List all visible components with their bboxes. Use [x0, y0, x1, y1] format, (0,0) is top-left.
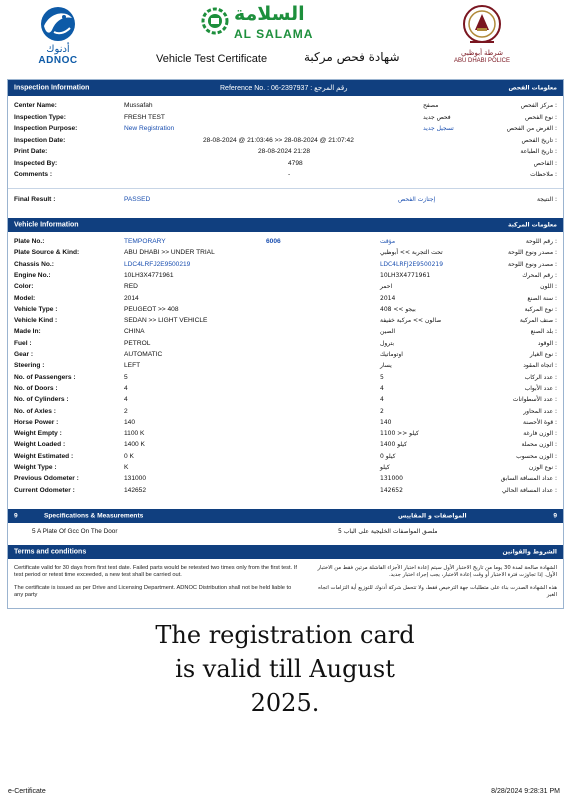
row-value-arabic: تسجيل جديد — [423, 125, 454, 132]
inspection-section-title: Inspection Information — [14, 84, 90, 92]
terms-paragraph-liability-arabic: هذه الشهادة الصدرت بناء على متطلبات جهة الترخيص فقط، ولا تتحمل شركة أدنوك للتوزيع أية التزامات اتجاه الغير — [318, 585, 557, 598]
document-title-arabic: شهادة فحص مركبة — [304, 50, 400, 64]
note-line-2: is valid till August — [175, 655, 395, 683]
row-value: SEDAN >> LIGHT VEHICLE — [124, 317, 208, 325]
row-label: Gear : — [14, 351, 34, 358]
table-row — [8, 270, 563, 281]
vehicle-section-header — [8, 218, 563, 232]
row-value-arabic: تحت التجربة >> أبوظبي — [380, 249, 443, 257]
row-label-arabic: الوزن فارغة : — [523, 430, 557, 438]
row-value-arabic: LDC4LRFJ2E9500219 — [380, 260, 444, 268]
row-label-arabic: صنف المركبة : — [519, 317, 557, 325]
specification-item-text-arabic: 5 ملصق المواصفات الخليجية على الباب — [338, 528, 438, 535]
row-label: Steering : — [14, 362, 45, 370]
page-footer — [0, 786, 570, 800]
row-label-arabic: مركز الفحص : — [520, 102, 557, 109]
row-label: Vehicle Kind : — [14, 317, 58, 325]
row-label-arabic: سنة الصنع : — [527, 294, 557, 302]
row-label-arabic: عدد الركاب : — [524, 373, 557, 381]
inspection-section-title-arabic: معلومات الفحص — [508, 84, 557, 92]
row-value: 142652 — [124, 486, 147, 494]
final-result-row — [8, 194, 563, 205]
note-line-1: The registration card — [155, 621, 415, 649]
row-label-arabic: عداد المسافة السابق : — [500, 475, 557, 483]
row-label: Model: — [14, 294, 36, 302]
row-label-arabic: الوزن محملة : — [521, 441, 557, 449]
row-value: 4798 — [288, 159, 303, 167]
note-line-3: 2025. — [250, 689, 320, 717]
row-label-arabic: تاريخ الفحص : — [521, 136, 557, 144]
row-value-arabic: كيلو — [380, 464, 390, 471]
table-row — [8, 158, 563, 169]
final-result-value: PASSED — [124, 196, 151, 203]
row-value: 5 — [124, 373, 128, 381]
row-label: Center Name: — [14, 102, 57, 109]
table-row — [8, 100, 563, 111]
adnoc-falcon-icon — [40, 4, 76, 44]
row-value-arabic: احمر — [380, 283, 393, 291]
police-arabic-name: شرطة أبوظبي — [460, 50, 504, 57]
table-row — [8, 485, 563, 496]
row-value: 28-08-2024 21:28 — [258, 148, 311, 155]
row-label-arabic: بلد الصنع : — [530, 328, 557, 336]
row-label: Inspection Type: — [14, 113, 66, 121]
row-label-arabic: نوع الغيار : — [529, 351, 557, 358]
plate-code: 6006 — [266, 238, 281, 245]
row-value-arabic: 0 كيلو — [380, 452, 396, 460]
table-row — [8, 473, 563, 484]
row-value-arabic: اوتوماتيك — [380, 351, 403, 358]
row-value: 140 — [124, 418, 136, 426]
row-label: Inspected By: — [14, 159, 58, 167]
certificate-header — [0, 0, 570, 76]
row-label-arabic: اتجاه المقود : — [523, 362, 557, 370]
row-label: Vehicle Type : — [14, 305, 58, 313]
terms-body — [8, 563, 563, 608]
row-label: Weight Estimated : — [14, 452, 74, 460]
row-label: Weight Type : — [14, 464, 57, 471]
row-label: Plate No.: — [14, 238, 45, 245]
table-row — [8, 338, 563, 349]
table-row — [8, 349, 563, 360]
police-crest-icon — [462, 2, 502, 50]
gear-emblem-icon — [200, 5, 230, 41]
row-label: No. of Axles : — [14, 407, 56, 415]
row-label-arabic: الوزن محسوب : — [516, 452, 557, 460]
table-row — [8, 315, 563, 326]
row-value-arabic: 2 — [380, 407, 384, 415]
terms-header — [8, 545, 563, 559]
table-row — [8, 360, 563, 371]
row-label-arabic: نوع الوزن : — [528, 464, 557, 471]
table-row — [8, 406, 563, 417]
row-value: CHINA — [124, 328, 145, 336]
al-salama-wordmark: AL SALAMA — [234, 27, 314, 41]
row-label-arabic: تاريخ الطباعة : — [520, 148, 557, 155]
row-label-arabic: مصدر ونوع اللوحة : — [508, 249, 557, 257]
row-label: Print Date: — [14, 148, 48, 155]
row-label: Horse Power : — [14, 418, 59, 426]
row-label-arabic: اللون : — [540, 283, 557, 291]
al-salama-arabic-wordmark: السلامة — [234, 3, 305, 25]
row-label-arabic: عدد الأبواب : — [524, 384, 557, 392]
row-label-arabic: رقم المحرك : — [522, 271, 557, 279]
row-value-arabic: 4 — [380, 384, 384, 392]
row-value-arabic: 142652 — [380, 486, 403, 494]
row-label: Inspection Purpose: — [14, 125, 78, 132]
adnoc-wordmark: ADNOC — [38, 55, 78, 66]
row-value: 28-08-2024 @ 21:03:46 >> 28-08-2024 @ 21:07:42 — [203, 136, 354, 144]
row-label-arabic: الفاحص : — [533, 159, 557, 167]
row-label-arabic: الوقود : — [537, 339, 557, 347]
abu-dhabi-police-logo — [452, 2, 512, 74]
row-value-arabic: فحص جديد — [423, 113, 451, 121]
table-row — [8, 462, 563, 473]
specifications-title-arabic: المواصفات و المقاييس — [398, 512, 467, 520]
row-value: AUTOMATIC — [124, 351, 163, 358]
table-row — [8, 281, 563, 292]
specification-item — [8, 526, 563, 537]
police-english-name: ABU DHABI POLICE — [453, 58, 510, 64]
row-value-arabic: 5 — [380, 373, 384, 381]
row-value: 1400 K — [124, 441, 145, 449]
row-value: PEUGEOT >> 408 — [124, 305, 179, 313]
row-label: Weight Loaded : — [14, 441, 66, 449]
specification-item-text: 5 A Plate Of Gcc On The Door — [32, 528, 118, 535]
row-label: Made In: — [14, 328, 41, 336]
table-row — [8, 112, 563, 123]
row-label-arabic: مصدر ونوع اللوحة : — [508, 260, 557, 268]
row-value: New Registration — [124, 125, 175, 132]
table-row — [8, 417, 563, 428]
row-value-arabic: 2014 — [380, 294, 396, 302]
vehicle-section-title-arabic: معلومات المركبة — [507, 221, 557, 229]
row-value: ABU DHABI >> UNDER TRIAL — [124, 249, 215, 257]
row-label-arabic: رقم اللوحة : — [525, 238, 557, 245]
row-label: No. of Passengers : — [14, 373, 76, 381]
table-row — [8, 326, 563, 337]
row-label: Weight Empty : — [14, 430, 62, 438]
row-label: Plate Source & Kind: — [14, 249, 80, 257]
row-value-arabic: الصين — [380, 328, 396, 336]
row-value-arabic: يسار — [380, 362, 392, 370]
row-label-arabic: عدد المحاور : — [523, 407, 557, 415]
row-label: Color: — [14, 283, 34, 291]
table-row — [8, 169, 563, 180]
reference-number: Reference No. : 06-2397937 : رقم المرجع — [220, 85, 348, 92]
row-label: Engine No.: — [14, 271, 51, 279]
table-row — [8, 259, 563, 270]
table-row — [8, 394, 563, 405]
row-label-arabic: ملاحظات : — [530, 171, 557, 178]
row-label-arabic: عدد الأسطوانات : — [512, 396, 557, 404]
specifications-count: 9 — [14, 512, 18, 520]
vehicle-section-title: Vehicle Information — [14, 221, 79, 229]
row-label: Chassis No.: — [14, 260, 54, 268]
table-row — [8, 383, 563, 394]
table-row — [8, 304, 563, 315]
row-value-arabic: بترول — [380, 339, 395, 347]
row-value-arabic: 1100 >> كيلو — [380, 430, 419, 438]
table-row — [8, 146, 563, 157]
row-value: 2014 — [124, 294, 139, 302]
final-result-label: Final Result : — [14, 196, 56, 203]
row-value-arabic: 140 — [380, 418, 392, 426]
row-label: Inspection Date: — [14, 136, 66, 144]
certificate-table — [7, 79, 564, 609]
final-result-value-arabic: إجتازت الفحص — [398, 196, 436, 203]
terms-paragraph-liability: The certificate is issued as per Drive and Licensing Department. ADNOC Distribution shall not be held liable to any party — [14, 585, 292, 598]
table-row — [8, 439, 563, 450]
row-label: No. of Doors : — [14, 384, 58, 392]
row-value-arabic: مؤقت — [380, 238, 396, 245]
row-value: LDC4LRFJ2E9500219 — [124, 260, 191, 268]
row-value: 2 — [124, 407, 128, 415]
footer-e-certificate: e-Certificate — [8, 788, 46, 795]
row-value-arabic: مصفح — [423, 102, 439, 109]
row-value: 131000 — [124, 475, 147, 483]
row-label-arabic: عداد المسافة الحالي : — [501, 486, 557, 494]
row-value: Mussafah — [124, 102, 153, 109]
row-value-arabic: 4 — [380, 396, 384, 404]
row-value: FRESH TEST — [124, 113, 165, 121]
inspection-section-header — [8, 80, 563, 96]
adnoc-arabic-wordmark: أدنوك — [46, 44, 70, 55]
table-row — [8, 372, 563, 383]
row-value-arabic: صالون >> مركبة خفيفة — [380, 317, 442, 325]
footer-timestamp: 8/28/2024 9:28:31 PM — [491, 788, 560, 795]
row-value: 10LH3X4771961 — [124, 271, 174, 279]
al-salama-logo — [200, 3, 330, 43]
row-value: 1100 K — [124, 430, 145, 438]
specifications-header — [8, 509, 563, 523]
row-label-arabic: نوع المركبة : — [524, 305, 557, 313]
table-row — [8, 135, 563, 146]
row-label-arabic: نوع الفحص : — [525, 113, 557, 121]
final-result-label-arabic: النتيجة : — [537, 196, 557, 203]
row-value-arabic: 131000 — [380, 475, 403, 483]
registration-note — [0, 618, 570, 720]
row-value: 0 K — [124, 452, 134, 460]
adnoc-logo — [28, 4, 88, 74]
row-value: 4 — [124, 384, 128, 392]
row-value: LEFT — [124, 362, 141, 370]
row-value: RED — [124, 283, 138, 291]
table-row — [8, 451, 563, 462]
row-label-arabic: قوة الأحصنة : — [523, 418, 557, 426]
table-row — [8, 293, 563, 304]
row-label-arabic: الغرض من الفحص : — [506, 125, 557, 132]
row-value-arabic: بيجو >> 408 — [380, 305, 416, 313]
specifications-title: Specifications & Measurements — [44, 512, 144, 520]
row-label: Fuel : — [14, 339, 32, 347]
table-row — [8, 247, 563, 258]
specifications-count-arabic-side: 9 — [553, 512, 557, 520]
document-title: Vehicle Test Certificate — [156, 53, 268, 65]
table-row — [8, 123, 563, 134]
row-value: PETROL — [124, 339, 151, 347]
row-value: K — [124, 464, 129, 471]
row-label: No. of Cylinders : — [14, 396, 69, 404]
divider — [8, 188, 563, 189]
table-row — [8, 428, 563, 439]
row-value-arabic: 10LH3X4771961 — [380, 271, 431, 279]
terms-title: Terms and conditions — [14, 548, 87, 556]
terms-paragraph-validity: Certificate valid for 30 days from first test date. Failed parts would be retested two times only from the first test. If test period or retest time exceeded, a new test shall be carried out. — [14, 565, 297, 578]
terms-title-arabic: الشروط والقوانين — [502, 548, 557, 556]
row-value: TEMPORARY — [124, 238, 166, 245]
table-row — [8, 236, 563, 247]
row-label: Current Odometer : — [14, 486, 75, 494]
terms-paragraph-validity-arabic: الشهادة صالحة لمدة 30 يوما من تاريخ الاختبار الأول سيتم إعادة اختبار الأجزاء الفاشلة مرتين فقط من الاختبار الأول. إذا تجاوزت فترة الاختبار أو وقت إعادة الاختبار، يجب إجراء اختبار جديد. — [317, 565, 557, 578]
row-value: - — [288, 171, 291, 178]
row-label: Previous Odometer : — [14, 475, 79, 483]
row-value: 4 — [124, 396, 128, 404]
row-label: Comments : — [14, 171, 53, 178]
row-value-arabic: 1400 كيلو — [380, 441, 407, 449]
